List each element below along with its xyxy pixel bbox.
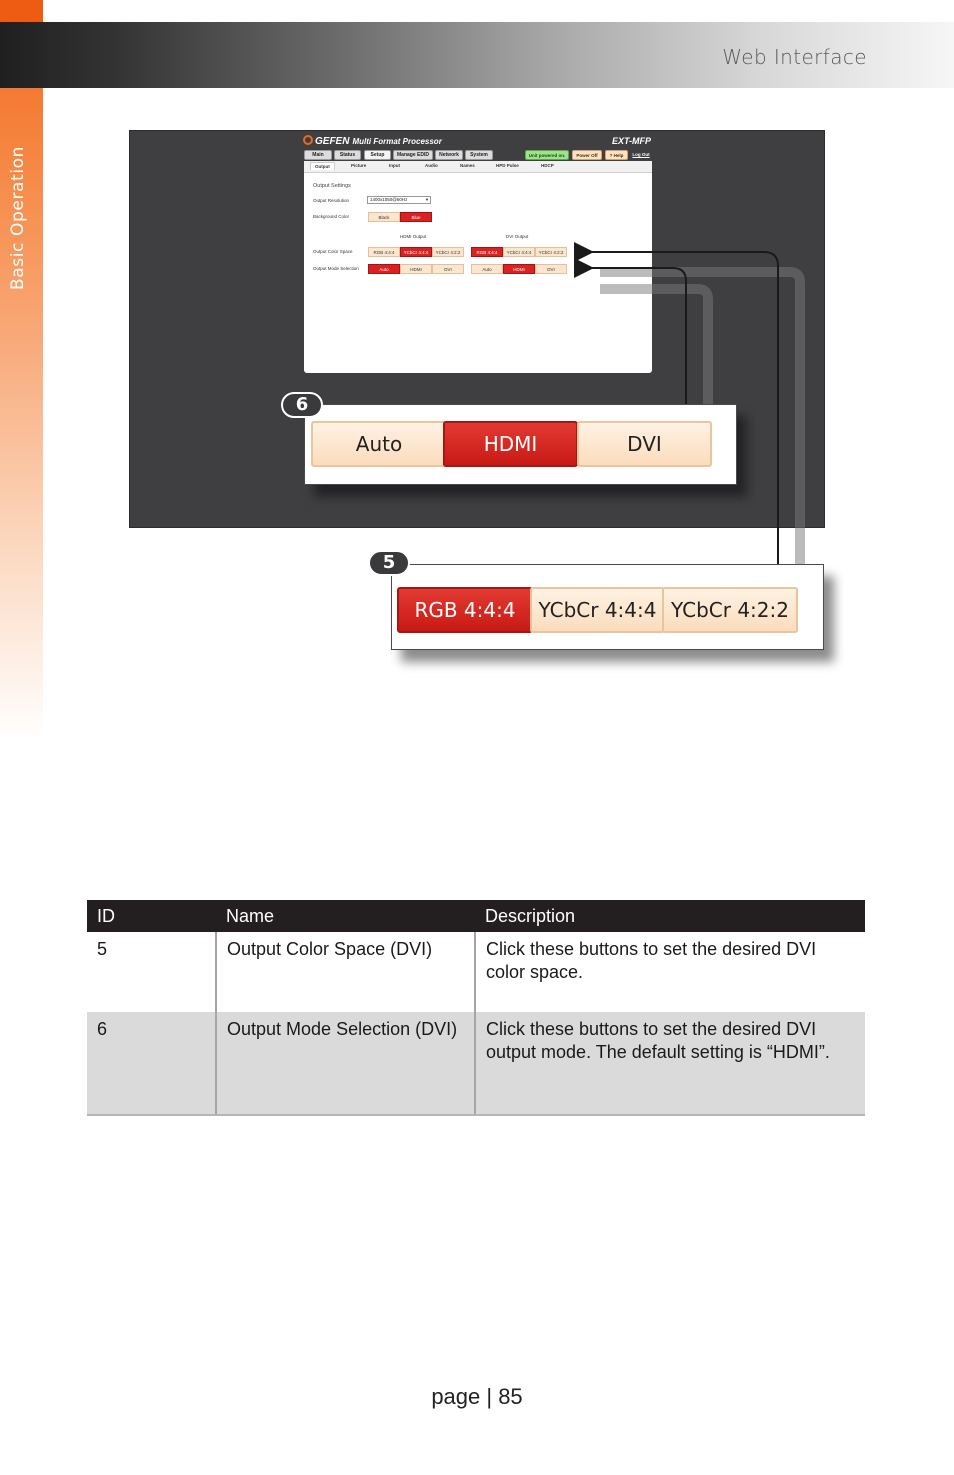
hdmi-ycbcr422-button[interactable]: YCbCr 4:2:2 bbox=[432, 247, 464, 257]
zoom-ycbcr444-button[interactable]: YCbCr 4:4:4 bbox=[530, 587, 665, 633]
callout-badge-5: 5 bbox=[368, 550, 410, 576]
ui-content-panel bbox=[304, 161, 652, 373]
page-header-title: Web Interface bbox=[722, 45, 867, 69]
hdmi-ycbcr444-button[interactable]: YCbCr 4:4:4 bbox=[400, 247, 432, 257]
ui-titlebar bbox=[303, 133, 653, 148]
tab-hpd-pulse[interactable]: HPD Pulse bbox=[496, 163, 519, 168]
header-name: Name bbox=[216, 900, 475, 932]
dropdown-caret-icon: ▼ bbox=[425, 197, 429, 202]
hdmi-output-heading: HDMI Output bbox=[400, 234, 427, 239]
tab-audio[interactable]: Audio bbox=[425, 163, 438, 168]
callout-mode-selection bbox=[304, 404, 737, 485]
menu-main[interactable]: Main bbox=[304, 150, 332, 160]
power-off-button[interactable]: Power Off bbox=[572, 150, 602, 160]
ui-menubar bbox=[303, 150, 653, 161]
row-id: 6 bbox=[87, 1012, 216, 1115]
help-button[interactable]: ? Help bbox=[605, 150, 628, 160]
reference-table bbox=[87, 900, 865, 1116]
zoom-ycbcr422-button[interactable]: YCbCr 4:2:2 bbox=[662, 587, 798, 633]
ui-subtabs bbox=[304, 161, 652, 173]
resolution-label: Output Resolution bbox=[313, 198, 350, 203]
row-description: Click these buttons to set the desired DVI output mode. The default setting is “HDMI”. bbox=[475, 1012, 865, 1115]
dvi-output-heading: DVI Output bbox=[506, 234, 529, 239]
side-tab bbox=[0, 0, 43, 22]
row-description: Click these buttons to set the desired DVI color space. bbox=[475, 932, 865, 1012]
tab-input[interactable]: Input bbox=[389, 163, 400, 168]
section-side-label: Basic Operation bbox=[8, 145, 28, 290]
gefen-logo-icon bbox=[303, 135, 313, 145]
menu-system[interactable]: System bbox=[465, 150, 493, 160]
background-label: Background Color bbox=[313, 214, 350, 219]
row-id: 5 bbox=[87, 932, 216, 1012]
unit-status-badge: Unit powered on. bbox=[525, 150, 569, 160]
hdmi-mode-auto-button[interactable]: Auto bbox=[368, 264, 400, 274]
color-space-label: Output Color Space bbox=[313, 249, 353, 254]
brand-name: GEFEN bbox=[315, 136, 350, 147]
menu-status[interactable]: Status bbox=[334, 150, 361, 160]
tab-names[interactable]: Names bbox=[460, 163, 475, 168]
row-name: Output Color Space (DVI) bbox=[216, 932, 475, 1012]
hdmi-mode-hdmi-button[interactable]: HDMI bbox=[400, 264, 432, 274]
header-description: Description bbox=[475, 900, 865, 932]
tab-output[interactable]: Output bbox=[310, 162, 335, 170]
resolution-select[interactable] bbox=[367, 196, 431, 204]
model-name: EXT-MFP bbox=[611, 136, 651, 146]
background-blue-button[interactable]: Blue bbox=[400, 212, 432, 222]
section-title: Output Settings bbox=[313, 183, 351, 189]
background-black-button[interactable]: Black bbox=[368, 212, 400, 222]
dvi-rgb444-button[interactable]: RGB 4:4:4 bbox=[471, 247, 503, 257]
menu-setup[interactable]: Setup bbox=[364, 150, 391, 160]
tab-hdcp[interactable]: HDCP bbox=[541, 163, 554, 168]
zoom-hdmi-button[interactable]: HDMI bbox=[443, 421, 578, 467]
header-id: ID bbox=[87, 900, 216, 932]
zoom-auto-button[interactable]: Auto bbox=[311, 421, 447, 467]
zoom-dvi-button[interactable]: DVI bbox=[577, 421, 712, 467]
table-header-row bbox=[87, 900, 865, 932]
hdmi-rgb444-button[interactable]: RGB 4:4:4 bbox=[368, 247, 400, 257]
dvi-mode-auto-button[interactable]: Auto bbox=[471, 264, 503, 274]
logout-link[interactable]: Log Out bbox=[632, 152, 650, 157]
mode-label: Output Mode Selection bbox=[313, 266, 359, 271]
resolution-value: 1400x1050@60Hz bbox=[370, 197, 408, 202]
product-name: Multi Format Processor bbox=[352, 137, 442, 146]
dvi-mode-hdmi-button[interactable]: HDMI bbox=[503, 264, 535, 274]
page-number: page | 85 bbox=[431, 1384, 523, 1409]
table-row bbox=[87, 932, 865, 1012]
dvi-ycbcr444-button[interactable]: YCbCr 4:4:4 bbox=[503, 247, 535, 257]
row-name: Output Mode Selection (DVI) bbox=[216, 1012, 475, 1115]
tab-picture[interactable]: Picture bbox=[351, 163, 367, 168]
callout-color-space bbox=[391, 564, 824, 650]
brand-logo bbox=[303, 135, 442, 147]
web-ui-window bbox=[303, 133, 653, 373]
menu-network[interactable]: Network bbox=[435, 150, 463, 160]
zoom-rgb444-button[interactable]: RGB 4:4:4 bbox=[397, 587, 533, 633]
side-strip bbox=[0, 0, 43, 740]
menu-manage-edid[interactable]: Manage EDID bbox=[393, 150, 433, 160]
table-row bbox=[87, 1012, 865, 1115]
dvi-ycbcr422-button[interactable]: YCbCr 4:2:2 bbox=[535, 247, 567, 257]
dvi-mode-dvi-button[interactable]: DVI bbox=[535, 264, 567, 274]
callout-badge-6: 6 bbox=[281, 392, 323, 418]
hdmi-mode-dvi-button[interactable]: DVI bbox=[432, 264, 464, 274]
